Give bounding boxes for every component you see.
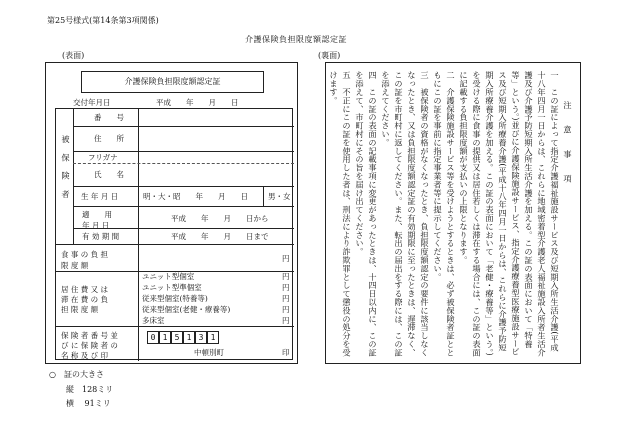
dob-label: 生 年 月 日 [81,192,119,201]
residence-row-unit: 円 [282,294,290,303]
residence-row-unit: 円 [282,283,290,292]
back-paragraph: 三 被保険者の資格がなくなったとき、負担限度額認定の要件に該当しなくなったとき、又は負担限度額認定証の有効期限に至ったときは、遅滞なく、この証を市町村に返してください。また、転出の届出をする際には、この証を添えてください。 [381,71,430,357]
issue-date-label: 交付年月日 [73,98,111,107]
form-number: 第25号様式(第14条第3項関係) [47,16,159,25]
insurer-digit: 1 [183,331,195,344]
back-label: (裏面) [318,51,341,60]
insurer-name: 中頓別町 [194,348,224,357]
sex-value: 男・女 [268,192,291,201]
insurer-digit: 1 [207,331,219,344]
back-paragraph: 五 不正にこの証を使用した者は、刑法により詐欺罪として懲役の処分を受けます。 [329,71,352,357]
size-note-title: 証の大きさ [64,370,104,379]
food-limit-label: 食 事 の 負 担 限 度 額 [61,250,109,270]
back-heading: 注 意 事 項 [563,101,573,187]
front-label: (表面) [62,51,85,60]
food-limit-unit: 円 [282,254,290,263]
back-paragraph: 二 介護保険施設サービス等を受けようとするときは、必ず被保険者証とともにこの証を事前に指定事業者等に提示してください。 [433,71,456,357]
page-title: 介護保険負担限度額認定証 [245,35,347,44]
issue-date-value: 平成 年 月 日 [156,98,239,107]
size-note-height: 縦 128ミリ [66,385,114,394]
dob-value: 明・大・昭 年 月 日 [143,192,248,201]
back-paragraph: 四 この証の表面の記載事項に変更があったときは、十四日以内に、この証を添えて、市町村にその旨を届け出てください。 [355,71,378,357]
insured-label-cell [56,109,73,244]
insurer-digit: 0 [147,331,159,344]
card-header: 介護保険負担限度額認定証 [124,77,221,86]
card-table [55,108,293,360]
valid-value: 平成 年 月 日まで [171,232,269,241]
applicable-label: 適 用 年 月 日 [82,210,112,230]
residence-row-unit: 円 [282,272,290,281]
insurer-label: 保 険 者 番 号 並 び に 保 険 者 の 名 称 及 び 印 [61,331,118,360]
insurer-digit: 5 [171,331,183,344]
residence-rows [138,271,294,326]
card-header-box [81,71,264,93]
address-label: 住 所 [94,134,124,143]
residence-row-unit: 円 [282,305,290,314]
insurer-digit: 3 [195,331,207,344]
insurer-digit: 1 [159,331,171,344]
back-content [327,71,574,359]
number-label: 番 号 [94,113,124,122]
residence-row-label: ユニット型準個室 [142,283,202,292]
name-label: 氏 名 [94,170,124,179]
size-note-bullet: ○ [49,370,56,379]
furigana-label: フリガナ [88,153,118,162]
seal-mark: 印 [282,348,290,357]
valid-label: 有 効 期 間 [82,232,120,241]
residence-row-label: 従来型個室(老健・療養等) [142,305,231,314]
applicable-value: 平成 年 月 日から [171,214,269,223]
front-card [45,62,298,364]
back-paragraph: 一 この証によって指定介護福祉施設サービス及び短期入所生活介護(平成十八年四月一日からは、これらに地域密着型介護老人福祉施設入所者生活介護及び介護予防短期入所生活介護を加える。この証の表面において「特養等」という。)並びに介護保険施設サービス、指定介護療養型医療施設サービス及び短期入所療養介護(平成十八年四月一日からは、これらに介護予防短期入所療養介護を加える。この証の表面において「老健・療養等」という。)を受ける際に食事の提供又は居住若しくは滞在する場合には、この証の表面に記載する負担限度額が支払いの上限となります。 [459,71,560,357]
residence-limit-label: 居 住 費 又 は 滞 在 費 の 負 担 限 度 額 [61,285,109,314]
insured-label: 被保険者 [61,135,71,208]
residence-row-label: 従来型個室(特養等) [142,294,208,303]
residence-row-label: ユニット型個室 [142,272,195,281]
residence-row-label: 多床室 [142,316,165,325]
size-note-width: 横 91ミリ [66,399,111,408]
back-card [325,62,581,364]
residence-row-unit: 円 [282,316,290,325]
